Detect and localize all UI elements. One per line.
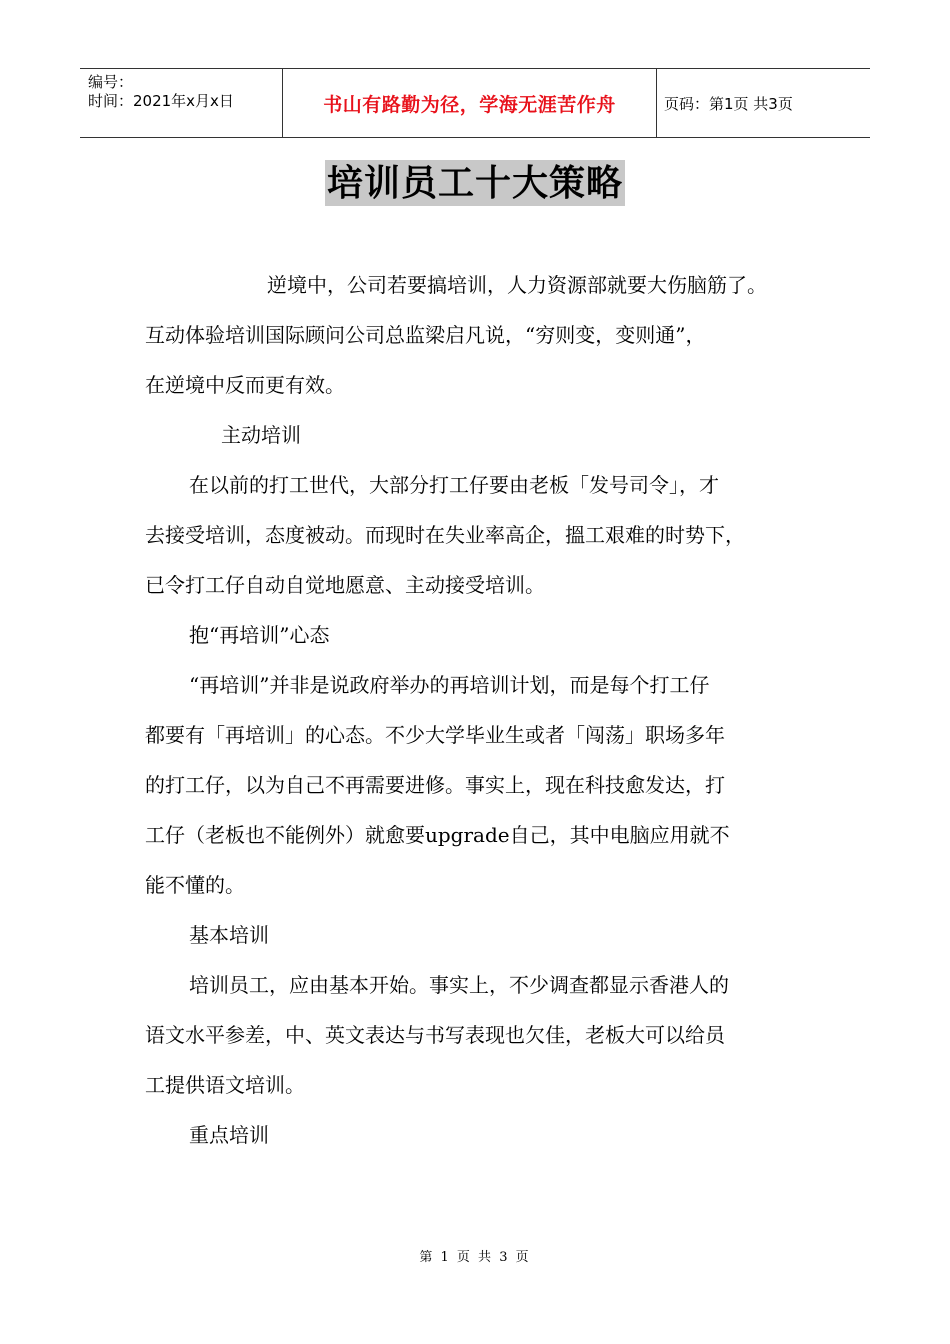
header-page-number: 页码：第1页 共3页 [664, 94, 793, 113]
body-line: 能不懂的。 [145, 873, 245, 897]
body-line: 语文水平参差，中、英文表达与书写表现也欠佳，老板大可以给员 [145, 1023, 725, 1047]
body-line: 在以前的打工世代，大部分打工仔要由老板「发号司令」，才 [189, 473, 719, 497]
body-line: 工仔（老板也不能例外）就愈要upgrade自己，其中电脑应用就不 [145, 823, 730, 847]
body-line: 培训员工，应由基本开始。事实上，不少调查都显示香港人的 [189, 973, 729, 997]
header-motto: 书山有路勤为径，学海无涯苦作舟 [323, 93, 616, 116]
body-line: 基本培训 [189, 923, 269, 947]
header-meta [80, 69, 282, 137]
page-footer: 第 1 页 共 3 页 [419, 1250, 531, 1265]
document-number-label: 编号： [88, 73, 134, 91]
body-line: “再培训”并非是说政府举办的再培训计划，而是每个打工仔 [189, 673, 710, 697]
body-line: 去接受培训，态度被动。而现时在失业率高企，搵工艰难的时势下， [145, 523, 745, 547]
header-page-cell [656, 69, 870, 137]
body-line: 的打工仔，以为自己不再需要进修。事实上，现在科技愈发达，打 [145, 773, 725, 797]
document-header [80, 68, 870, 138]
body-line: 逆境中，公司若要搞培训，人力资源部就要大伤脑筋了。 [267, 273, 767, 297]
body-line: 已令打工仔自动自觉地愿意、主动接受培训。 [145, 573, 545, 597]
document-time-label: 时间：2021年x月x日 [88, 92, 234, 110]
body-line: 主动培训 [221, 423, 301, 447]
document-body [145, 262, 825, 1162]
body-line: 在逆境中反而更有效。 [145, 373, 345, 397]
header-motto-cell [282, 69, 657, 137]
body-line: 都要有「再培训」的心态。不少大学毕业生或者「闯荡」职场多年 [145, 723, 725, 747]
document-title: 培训员工十大策略 [326, 162, 623, 204]
body-line: 抱“再培训”心态 [189, 623, 330, 647]
body-line: 互动体验培训国际顾问公司总监梁启凡说，“穷则变，变则通”， [145, 323, 706, 347]
body-line: 工提供语文培训。 [145, 1073, 305, 1097]
body-line: 重点培训 [189, 1123, 269, 1147]
title-wrap [0, 160, 950, 206]
